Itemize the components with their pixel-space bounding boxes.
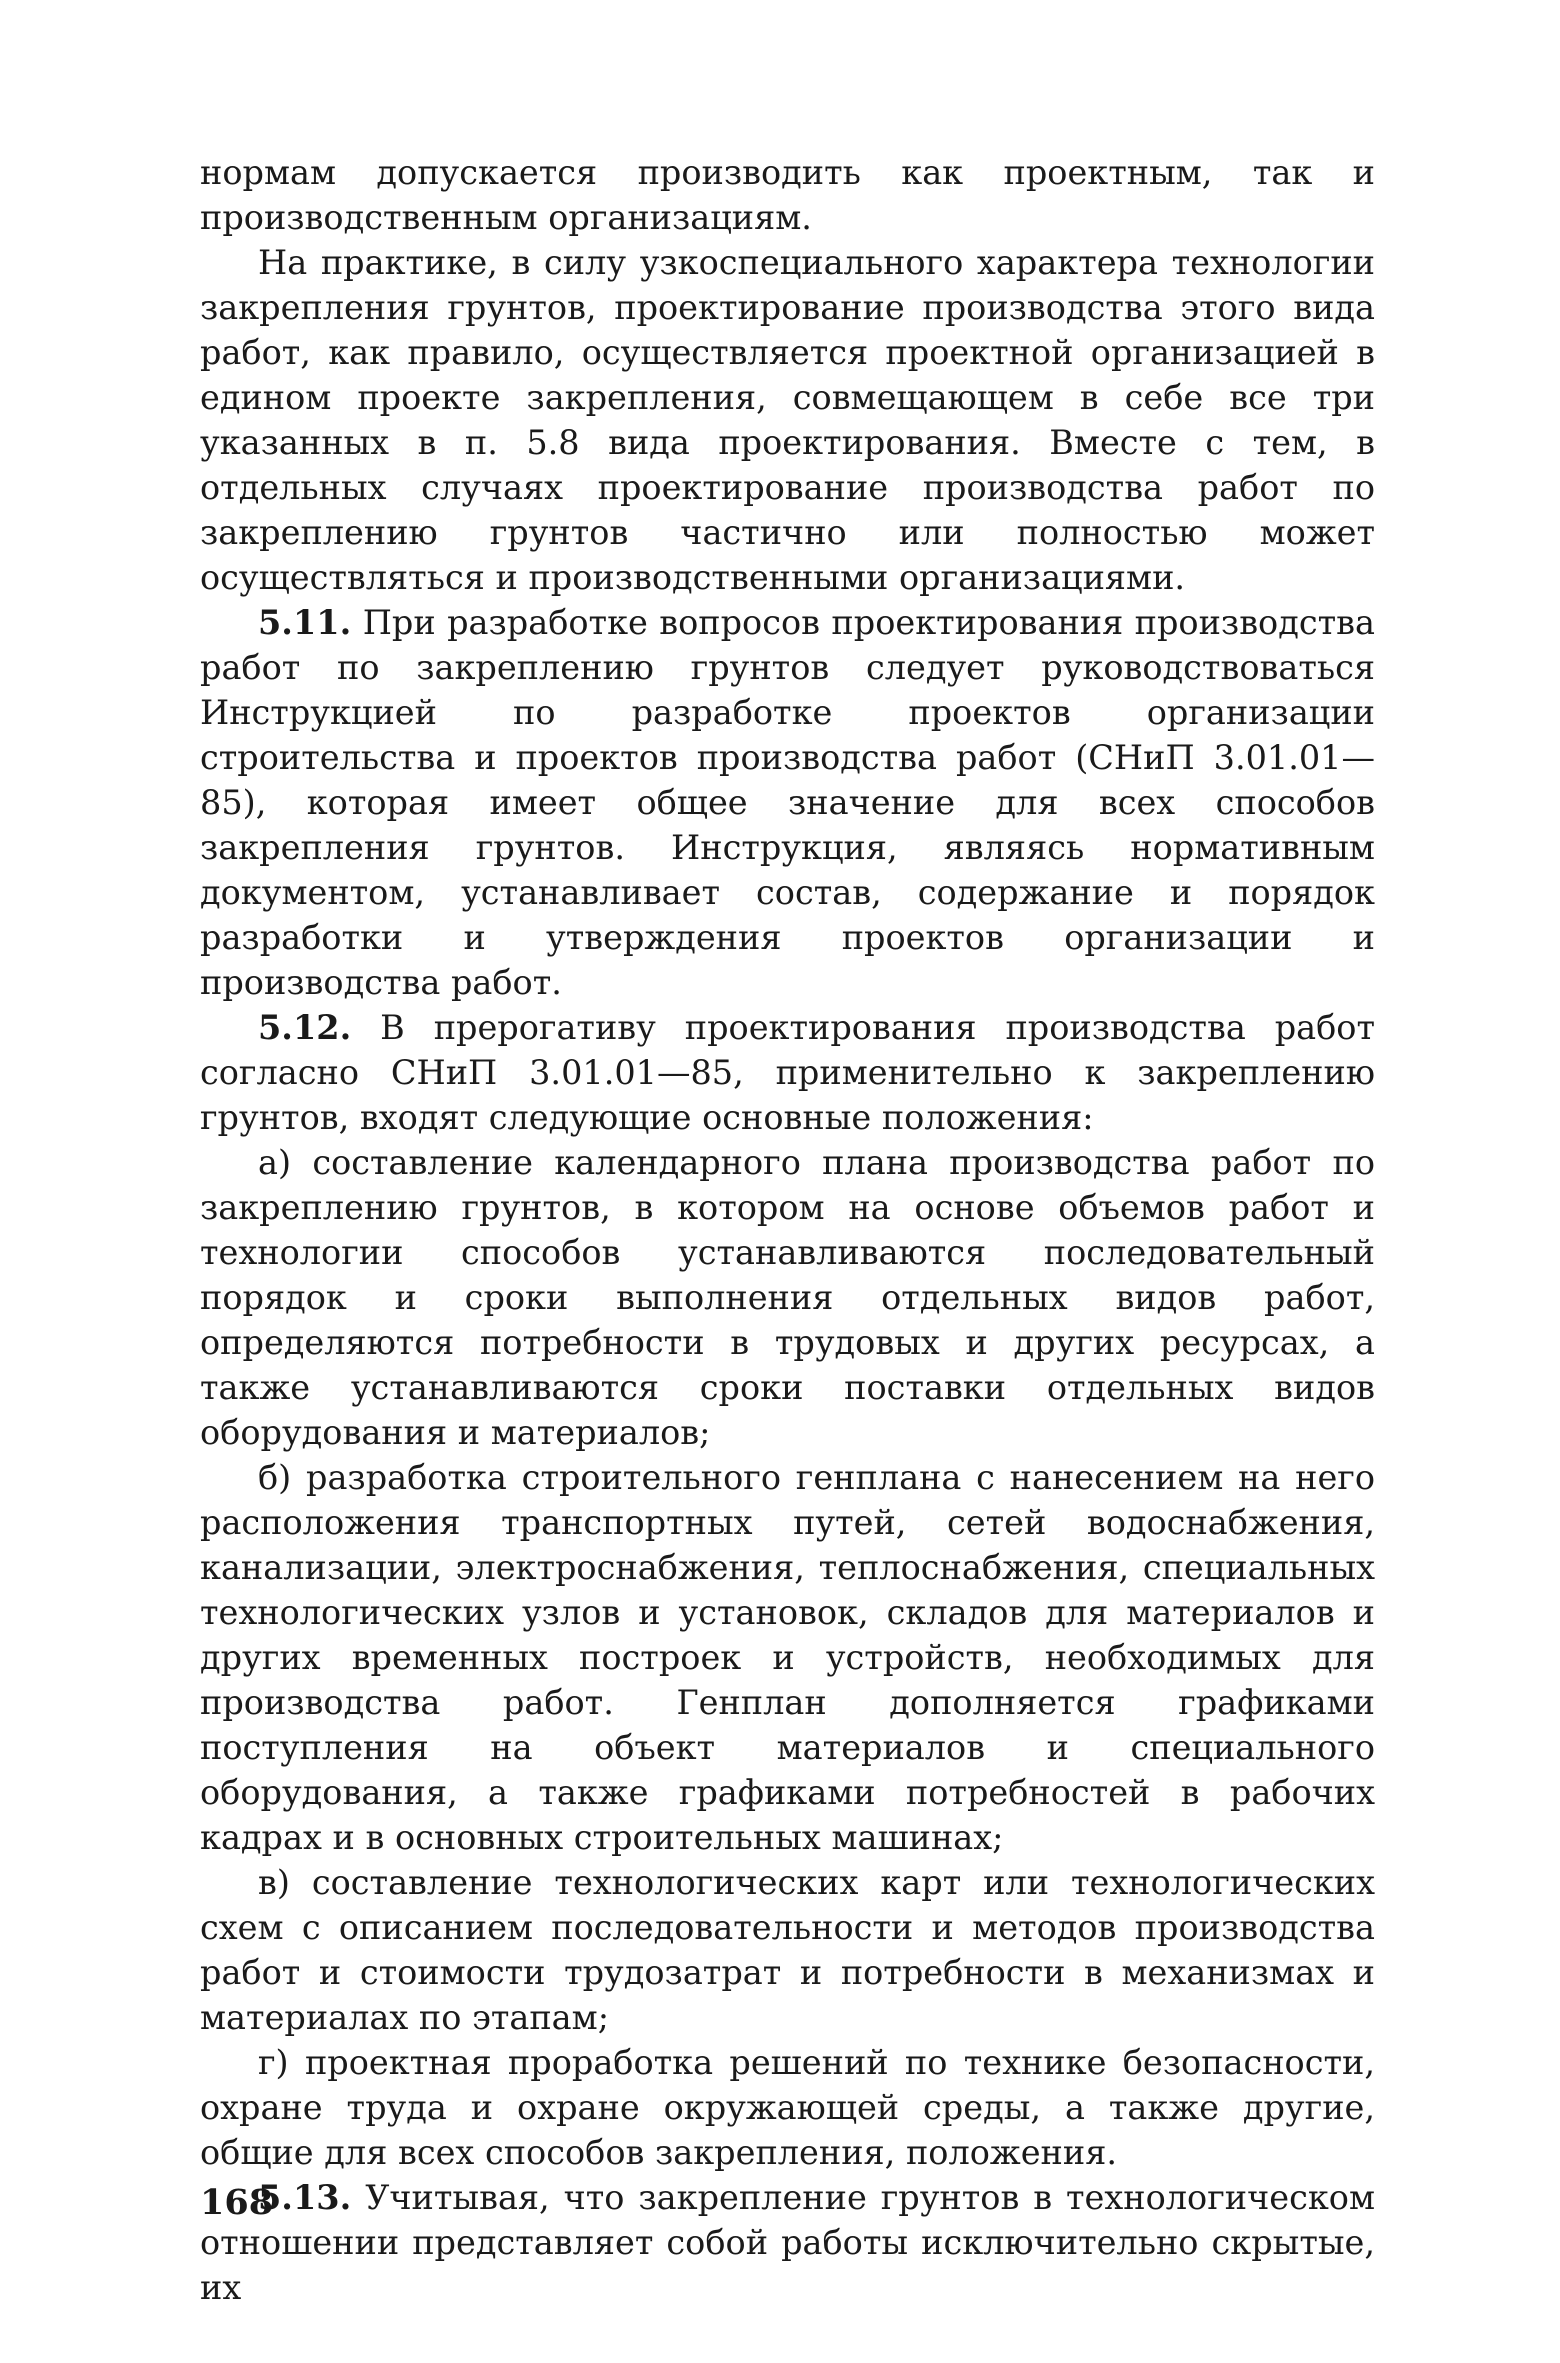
section-5-12: [200, 1005, 1375, 1140]
list-item-b: б) разработка строительного генплана с нанесением на него расположения транспортных путей, сетей водоснабжения, канализации, электроснабжения, теплоснабжения, специальных технологических узлов и установок, складов для материалов и других временных построек и устройств, необходимых для производства работ. Генплан дополняется графиками поступления на объект материалов и специального оборудования, а также графиками потребностей в рабочих кадрах и в основных строительных машинах;: [200, 1458, 1375, 1857]
paragraph-practice: На практике, в силу узкоспециального характера технологии закрепления грунтов, проектирование производства этого вида работ, как правило, осуществляется проектной организацией в едином проекте закрепления, совмещающем в себе все три указанных в п. 5.8 вида проектирования. Вместе с тем, в отдельных случаях проектирование производства работ по закреплению грунтов частично или полностью может осуществляться и производственными организациями.: [200, 243, 1375, 597]
section-number: 5.13.: [258, 2178, 352, 2217]
section-5-13: [200, 2175, 1375, 2310]
list-item-a: а) составление календарного плана производства работ по закреплению грунтов, в котором на основе объемов работ и технологии способов устанавливаются последовательный порядок и сроки выполнения отдельных видов работ, определяются потребности в трудовых и других ресурсах, а также устанавливаются сроки поставки отдельных видов оборудования и материалов;: [200, 1143, 1375, 1452]
page-number: 168: [200, 2182, 274, 2223]
paragraph-continuation: нормам допускается производить как проектным, так и производственным организациям.: [200, 153, 1375, 237]
list-item-g: г) проектная проработка решений по технике безопасности, охране труда и охране окружающей среды, а также другие, общие для всех способов закрепления, положения.: [200, 2043, 1375, 2172]
section-text: При разработке вопросов проектирования производства работ по закреплению грунтов следует руководствоваться Инструкцией по разработке проектов организации строительства и проектов производства работ (СНиП 3.01.01—85), которая имеет общее значение для всех способов закрепления грунтов. Инструкция, являясь нормативным документом, устанавливает состав, содержание и порядок разработки и утверждения проектов организации и производства работ.: [200, 603, 1375, 1002]
section-number: 5.12.: [258, 1008, 352, 1047]
list-item-v: в) составление технологических карт или технологических схем с описанием последовательности и методов производства работ и стоимости трудозатрат и потребности в механизмах и материалах по этапам;: [200, 1863, 1375, 2037]
page-body: [200, 150, 1375, 2310]
section-5-11: [200, 600, 1375, 1005]
section-number: 5.11.: [258, 603, 352, 642]
section-text: Учитывая, что закрепление грунтов в технологическом отношении представляет собой работы исключительно скрытые, их: [200, 2178, 1375, 2307]
section-text: В прерогативу проектирования производства работ согласно СНиП 3.01.01—85, применительно к закреплению грунтов, входят следующие основные положения:: [200, 1008, 1375, 1137]
